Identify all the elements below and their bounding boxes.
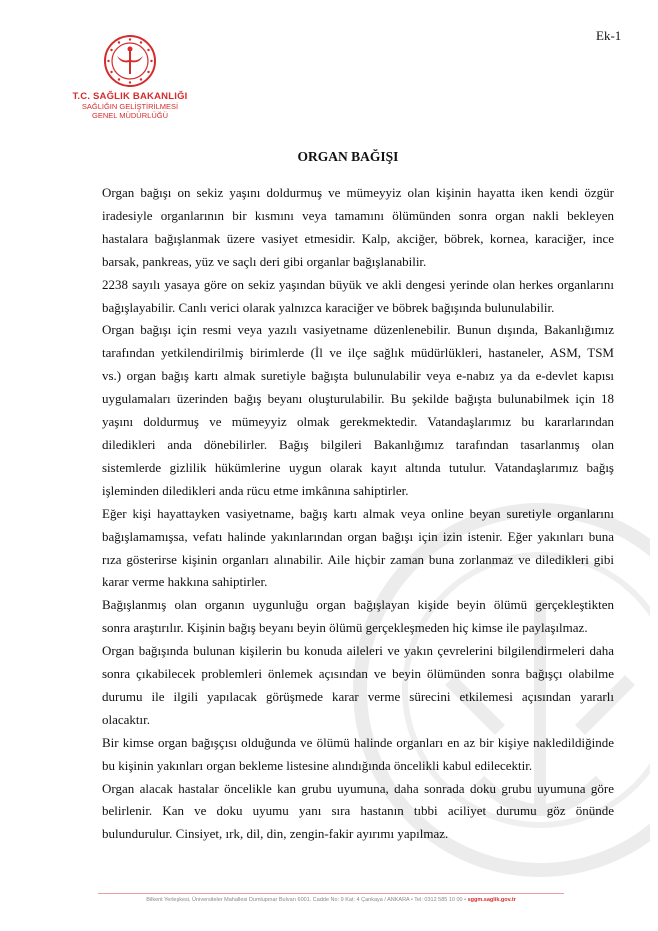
paragraph: [102, 503, 614, 595]
paragraph-line: Organ bağışında bulunan kişilerin bu konuda aileleri ve yakın çevrelerini bilgilendirmeleri daha: [102, 643, 614, 659]
logo-line-3: GENEL MÜDÜRLÜĞÜ: [92, 111, 168, 120]
annex-label: Ek-1: [596, 28, 622, 43]
paragraph-line: 2238 sayılı yasaya göre on sekiz yaşından büyük ve akli dengesi yerinde olan herkes organlarını: [102, 276, 614, 292]
paragraph-line: Organ bağışı için resmi veya yazılı vasiyetname düzenlenebilir. Bunun dışında, Bakanlığımız: [102, 322, 614, 338]
paragraph-line: sistemlerde gizlilik hükümlerine uygun olarak kayıt altında tutulur. Vatandaşlarımız bağış: [102, 459, 614, 475]
paragraph-line: barsak, pankreas, yüz ve saçlı deri gibi organlar bağışlanabilir.: [102, 253, 427, 269]
footer-divider: [98, 893, 564, 894]
footer-address: Bilkent Yerleşkesi, Üniversiteler Mahallesi Dumlupınar Bulvarı 6001. Cadde No: 9 Kat: 4 Çankaya / ANKARA • Tel: 0312 585 10 00 •: [146, 897, 468, 903]
paragraph-line: bağışlayabilir. Canlı verici olarak yalnızca karaciğer ve böbrek bağışında bulunulabilir.: [102, 299, 555, 315]
paragraph-line: iradesiyle organlarının bir kısmını veya tamamını ölümünden sonra organ nakli bekleyen: [102, 207, 614, 223]
paragraph-line: olacaktır.: [102, 711, 151, 727]
logo-line-2: SAĞLIĞIN GELİŞTİRİLMESİ: [81, 102, 179, 111]
paragraph-line: sonra araştırılır. Kişinin bağış beyanı beyin ölümü gerçekleşmeden hiç kimse ile paylaşılmaz.: [102, 620, 588, 636]
paragraph-line: rıza gösterirse kişinin organları alınabilir. Aile hiçbir zaman buna zorlanmaz ve diledikleri gibi: [102, 551, 614, 567]
paragraph-line: bulundurulur. Cinsiyet, ırk, dil, din, zengin-fakir ayırımı yapılmaz.: [102, 826, 449, 842]
paragraph-line: işleminden diledikleri anda rücu etme imkânına sahiptirler.: [102, 482, 409, 498]
paragraph-line: bu kişinin yakınları organ bekleme listesine alındığında öncelikli kabul edilecektir.: [102, 757, 533, 773]
paragraph-line: vs.) organ bağış kartı almak suretiyle bağışta bulunulabilir veya e-nabız ya da e-devlet kapısı: [102, 368, 614, 384]
paragraph-line: sonra çıkabilecek problemleri önlemek açısından ve beyin ölümünden sonra bağışçı olabilme: [102, 666, 614, 682]
paragraph-line: karar verme hakkına sahiptirler.: [102, 574, 268, 590]
paragraph: [102, 182, 614, 274]
paragraph-line: yaşını doldurmuş ve mümeyyiz olmak gerekmektedir. Vatandaşlarımız bu kararlarından: [102, 414, 614, 430]
footer-website: sggm.saglik.gov.tr: [467, 897, 516, 903]
paragraph-line: durumu ile ilgili yapılacak görüşmede karar verme sürecini etkilemesi açısından yararlı: [102, 688, 614, 704]
paragraph: [102, 640, 614, 732]
paragraph-line: Organ alacak hastalar öncelikle kan grubu uyumuna, daha sonrada doku grubu uyumuna göre: [102, 780, 614, 796]
paragraph-line: Bir kimse organ bağışçısı olduğunda ve ölümü halinde organları en az bir kişiye nakledildiğinde: [102, 734, 614, 750]
paragraph-line: bağışlamamışsa, vefatı halinde yakınlarından organ bağışı için izin istenir. Eğer yakınları buna: [102, 528, 614, 544]
paragraph-line: Bağışlanmış olan organın uygunluğu organ bağışlayan kişide beyin ölümü gerçekleştikten: [102, 597, 614, 613]
document-title: ORGAN BAĞIŞI: [297, 149, 399, 164]
logo-line-1: T.C. SAĞLIK BAKANLIĞI: [72, 91, 188, 102]
paragraph: [102, 274, 614, 320]
ministry-logo: [60, 34, 200, 120]
paragraph: [102, 778, 614, 847]
paragraph-line: belirlenir. Kan ve doku uyumu yanı sıra hastanın tıbbi aciliyet durumu göz önünde: [102, 803, 614, 819]
paragraph: [102, 732, 614, 778]
paragraph: [102, 594, 614, 640]
document-body: [102, 182, 614, 846]
paragraph-line: uygulamaları üzerinden bağış beyanı oluşturulabilir. Bu şekilde bağışta bulunabilmek için 18: [102, 391, 614, 407]
paragraph: [102, 319, 614, 502]
paragraph-line: Eğer kişi hayattayken vasiyetname, bağış kartı almak veya online beyan suretiyle organlarını: [102, 505, 614, 521]
paragraph-line: diledikleri anda dönebilirler. Bağış bilgileri Bakanlığımız tarafından tasarlanmış olan: [102, 436, 614, 452]
footer: [98, 897, 564, 904]
paragraph-line: tarafından yetkilendirilmiş birimlerde (İl ve ilçe sağlık müdürlükleri, hastaneler, ASM, TSM: [102, 345, 614, 361]
paragraph-line: Organ bağışı on sekiz yaşını doldurmuş ve mümeyyiz olan kişinin hayatta iken kendi özgür: [102, 185, 614, 200]
paragraph-line: hastalara bağışlanmak üzere vasiyet etmesidir. Kalp, akciğer, böbrek, kornea, karaciğer, ince: [102, 230, 614, 246]
ministry-emblem-icon: [103, 34, 157, 88]
